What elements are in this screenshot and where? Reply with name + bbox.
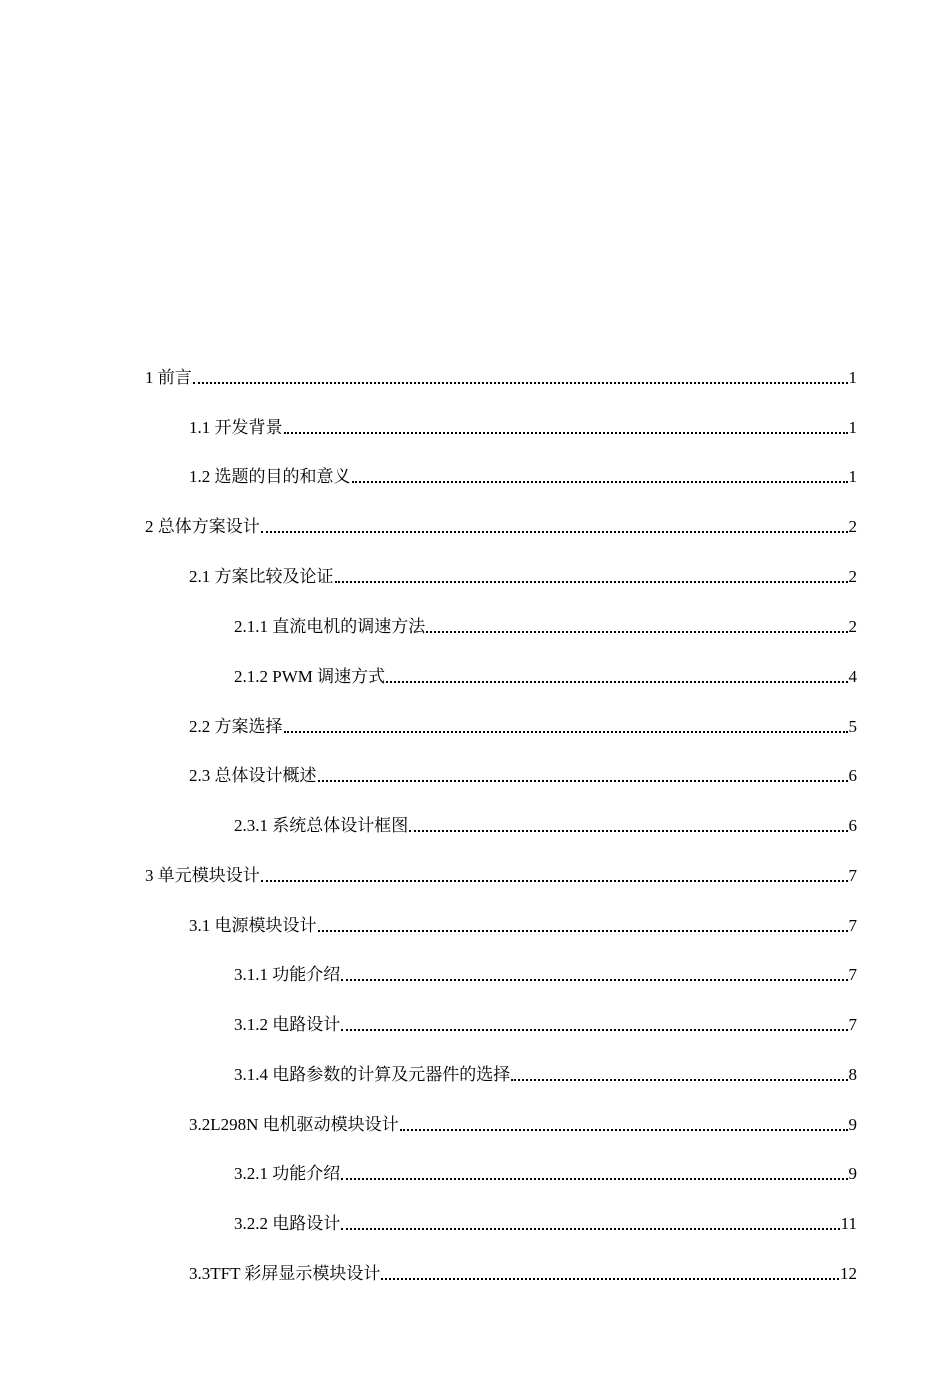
- toc-entry-page: 12: [840, 1264, 857, 1283]
- toc-entry[interactable]: [234, 1062, 857, 1086]
- toc-entry-page: 6: [848, 816, 857, 835]
- toc-dot-leader: [341, 978, 847, 981]
- toc-entry-title: 3.2.2 电路设计: [234, 1214, 341, 1233]
- toc-dot-leader: [352, 480, 848, 483]
- toc-entry-page: 1: [848, 467, 857, 486]
- toc-entry[interactable]: [189, 564, 857, 588]
- toc-entry[interactable]: [234, 813, 857, 837]
- toc-entry-page: 7: [848, 1015, 857, 1034]
- toc-entry-title: 2.2 方案选择: [189, 717, 283, 736]
- toc-entry[interactable]: [189, 464, 857, 488]
- toc-entry-title: 2 总体方案设计: [145, 517, 260, 536]
- toc-entry-title: 3.1.1 功能介绍: [234, 965, 341, 984]
- toc-entry[interactable]: [145, 863, 857, 887]
- toc-entry-page: 1: [848, 418, 857, 437]
- toc-dot-leader: [261, 530, 848, 533]
- toc-entry-page: 8: [848, 1065, 857, 1084]
- toc-entry[interactable]: [145, 514, 857, 538]
- toc-dot-leader: [386, 680, 847, 683]
- toc-entry-page: 6: [848, 766, 857, 785]
- toc-dot-leader: [284, 730, 848, 733]
- toc-entry[interactable]: [145, 365, 857, 389]
- toc-dot-leader: [409, 829, 847, 832]
- toc-entry[interactable]: [189, 714, 857, 738]
- toc-entry-title: 3.2L298N 电机驱动模块设计: [189, 1115, 399, 1134]
- toc-dot-leader: [318, 929, 848, 932]
- toc-entry-title: 3 单元模块设计: [145, 866, 260, 885]
- toc-entry-title: 3.1 电源模块设计: [189, 916, 317, 935]
- toc-entry-page: 1: [848, 368, 857, 387]
- toc-entry[interactable]: [234, 1161, 857, 1185]
- toc-entry-title: 3.3TFT 彩屏显示模块设计: [189, 1264, 381, 1283]
- toc-entry[interactable]: [234, 1211, 857, 1235]
- toc-entry-title: 3.1.2 电路设计: [234, 1015, 341, 1034]
- toc-entry[interactable]: [189, 1112, 857, 1136]
- toc-entry-title: 2.1.1 直流电机的调速方法: [234, 617, 426, 636]
- toc-entry-page: 7: [848, 965, 857, 984]
- toc-entry[interactable]: [234, 614, 857, 638]
- toc-dot-leader: [426, 630, 847, 633]
- toc-entry-page: 7: [848, 916, 857, 935]
- toc-dot-leader: [318, 779, 848, 782]
- toc-entry[interactable]: [189, 913, 857, 937]
- toc-entry-title: 3.1.4 电路参数的计算及元器件的选择: [234, 1065, 511, 1084]
- toc-entry-title: 1.2 选题的目的和意义: [189, 467, 351, 486]
- toc-entry-title: 2.3.1 系统总体设计框图: [234, 816, 409, 835]
- toc-dot-leader: [284, 431, 848, 434]
- toc-dot-leader: [341, 1227, 839, 1230]
- toc-entry-title: 1 前言: [145, 368, 192, 387]
- toc-entry-title: 1.1 开发背景: [189, 418, 283, 437]
- toc-entry-page: 4: [848, 667, 857, 686]
- toc-entry[interactable]: [189, 1261, 857, 1285]
- toc-dot-leader: [400, 1128, 848, 1131]
- toc-entry-title: 2.3 总体设计概述: [189, 766, 317, 785]
- toc-entry-title: 2.1 方案比较及论证: [189, 567, 334, 586]
- toc-entry-page: 2: [848, 567, 857, 586]
- toc-entry-page: 5: [848, 717, 857, 736]
- toc-entry[interactable]: [189, 415, 857, 439]
- toc-entry-title: 2.1.2 PWM 调速方式: [234, 667, 386, 686]
- toc-entry-page: 9: [848, 1164, 857, 1183]
- toc-entry-page: 11: [840, 1214, 857, 1233]
- toc-entry-page: 2: [848, 517, 857, 536]
- toc-entry[interactable]: [189, 763, 857, 787]
- toc-dot-leader: [335, 580, 848, 583]
- toc-dot-leader: [381, 1277, 839, 1280]
- toc-dot-leader: [341, 1028, 847, 1031]
- toc-entry[interactable]: [234, 664, 857, 688]
- toc-entry[interactable]: [234, 1012, 857, 1036]
- toc-entry-page: 9: [848, 1115, 857, 1134]
- toc-entry-title: 3.2.1 功能介绍: [234, 1164, 341, 1183]
- toc-entry-page: 2: [848, 617, 857, 636]
- toc-entry-page: 7: [848, 866, 857, 885]
- toc-dot-leader: [261, 879, 848, 882]
- toc-dot-leader: [341, 1177, 847, 1180]
- toc-dot-leader: [511, 1078, 847, 1081]
- toc-entry[interactable]: [234, 962, 857, 986]
- toc-dot-leader: [193, 381, 848, 384]
